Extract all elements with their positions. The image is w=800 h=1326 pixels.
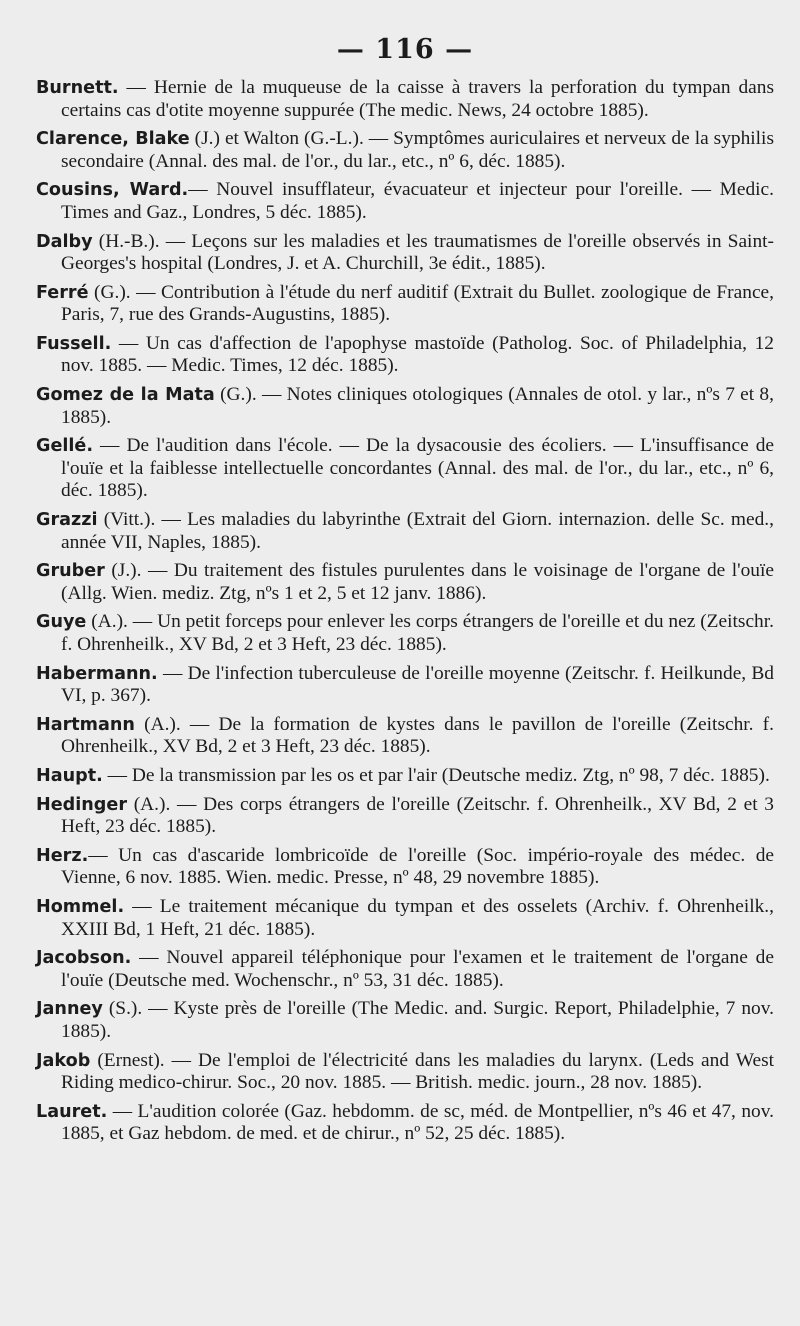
entry-author: Haupt.: [36, 765, 103, 786]
entry-author: Gomez de la Mata: [36, 385, 215, 406]
entry-author: Dalby: [36, 231, 93, 252]
entry-author: Jakob: [36, 1050, 91, 1071]
bibliography-entry: [36, 794, 774, 839]
entry-author: Hartmann: [36, 714, 135, 735]
bibliography-entry: [36, 896, 774, 941]
bibliography-entry: [36, 714, 774, 759]
entry-author: Herz.: [36, 845, 89, 866]
entry-author: Burnett.: [36, 78, 119, 98]
entry-text: — Un cas d'affection de l'apophyse mastoïde (Patholog. Soc. of Philadelphia, 12 nov. 1885. — Medic. Times, 12 déc. 1885).: [61, 332, 774, 377]
bibliography-entry: [36, 77, 774, 122]
entry-text: (J.) et Walton (G.-L.). — Symptômes auriculaires et nerveux de la syphilis secondaire (Annal. des mal. de l'or., du lar., etc., nº 6, déc. 1885).: [61, 128, 774, 172]
entry-author: Ferré: [36, 282, 89, 303]
entry-author: Habermann.: [36, 663, 158, 684]
entry-text: (S.). — Kyste près de l'oreille (The Medic. and. Surgic. Report, Philadelphie, 7 nov. 1885).: [61, 998, 774, 1042]
entry-author: Hedinger: [36, 794, 128, 815]
entry-text: — L'audition colorée (Gaz. hebdomm. de sc, méd. de Montpellier, nºs 46 et 47, nov. 1885, et Gaz hebdom. de med. et de chirur., nº 52, 25 déc. 1885).: [61, 1100, 774, 1145]
bibliography-entry: [36, 1050, 774, 1095]
bibliography-entry: [36, 509, 774, 554]
bibliography-entry: [36, 663, 774, 708]
bibliography-entry: [36, 611, 774, 656]
bibliography-entry: [36, 128, 774, 173]
bibliography-entry: [36, 765, 774, 788]
entry-text: — De la transmission par les os et par l'air (Deutsche mediz. Ztg, nº 98, 7 déc. 1885).: [102, 764, 770, 786]
entry-text: — Le traitement mécanique du tympan et des osselets (Archiv. f. Ohrenheilk., XXIII Bd, 1 Heft, 21 déc. 1885).: [61, 896, 774, 940]
entry-author: Lauret.: [36, 1101, 108, 1122]
bibliography-entry: [36, 179, 774, 224]
entry-author: Cousins, Ward.: [36, 180, 189, 201]
bibliography-entry: [36, 435, 774, 503]
bibliography-entry: [36, 998, 774, 1043]
bibliography-entry: [36, 845, 774, 890]
bibliography-list: [36, 77, 774, 1146]
entry-text: (Ernest). — De l'emploi de l'électricité dans les maladies du larynx. (Leds and West Riding medico-chirur. Soc., 20 nov. 1885. — British. medic. journ., 28 nov. 1885).: [61, 1049, 774, 1094]
entry-author: Janney: [36, 999, 103, 1020]
entry-author: Hommel.: [36, 897, 125, 917]
entry-author: Gellé.: [36, 436, 94, 457]
entry-text: — Nouvel appareil téléphonique pour l'examen et le traitement de l'organe de l'ouïe (Deutsche med. Wochenschr., nº 53, 31 déc. 1885).: [61, 947, 774, 991]
entry-text: — De l'infection tuberculeuse de l'oreille moyenne (Zeitschr. f. Heilkunde, Bd VI, p. 367).: [61, 662, 774, 707]
bibliography-entry: [36, 333, 774, 378]
entry-text: (H.-B.). — Leçons sur les maladies et les traumatismes de l'oreille observés in Saint-Georges's hospital (Londres, J. et A. Churchill, 3e édit., 1885).: [61, 230, 774, 275]
entry-text: — De l'audition dans l'école. — De la dysacousie des écoliers. — L'insuffisance de l'ouïe et la faiblesse intellectuelle concordantes (Annal. des mal. de l'or., du lar., etc., nº 6, déc. 1885).: [61, 435, 774, 502]
entry-text: (J.). — Du traitement des fistules purulentes dans le voisinage de l'organe de l'ouïe (Allg. Wien. mediz. Ztg, nºs 1 et 2, 5 et 12 janv. 1886).: [61, 560, 774, 604]
entry-text: (Vitt.). — Les maladies du labyrinthe (Extrait del Giorn. internazion. delle Sc. med., année VII, Naples, 1885).: [61, 509, 774, 553]
bibliography-entry: [36, 1101, 774, 1146]
entry-author: Jacobson.: [36, 948, 132, 969]
entry-text: (G.). — Contribution à l'étude du nerf auditif (Extrait du Bullet. zoologique de France, Paris, 7, rue des Grands-Augustins, 1885).: [61, 281, 774, 326]
entry-author: Guye: [36, 612, 87, 633]
entry-author: Gruber: [36, 561, 105, 582]
entry-text: (A.). — Des corps étrangers de l'oreille (Zeitschr. f. Ohrenheilk., XV Bd, 2 et 3 Heft, 23 déc. 1885).: [61, 793, 774, 838]
bibliography-entry: [36, 231, 774, 276]
entry-text: — Un cas d'ascaride lombricoïde de l'oreille (Soc. império-royale des médec. de Vienne, 6 nov. 1885. Wien. medic. Presse, nº 48, 29 novembre 1885).: [61, 844, 774, 889]
entry-text: — Hernie de la muqueuse de la caisse à travers la perforation du tympan dans certains cas d'otite moyenne suppurée (The medic. News, 24 octobre 1885).: [61, 77, 774, 121]
bibliography-entry: [36, 560, 774, 605]
entry-author: Fussell.: [36, 333, 112, 354]
bibliography-entry: [36, 282, 774, 327]
entry-text: (G.). — Notes cliniques otologiques (Annales de otol. y lar., nºs 7 et 8, 1885).: [61, 384, 774, 428]
bibliography-entry: [36, 947, 774, 992]
entry-text: — Nouvel insufflateur, évacuateur et injecteur pour l'oreille. — Medic. Times and Gaz., Londres, 5 déc. 1885).: [61, 179, 774, 223]
entry-author: Grazzi: [36, 510, 98, 530]
entry-text: (A.). — Un petit forceps pour enlever les corps étrangers de l'oreille et du nez (Zeitschr. f. Ohrenheilk., XV Bd, 2 et 3 Heft, 23 déc. 1885).: [61, 611, 774, 655]
bibliography-entry: [36, 384, 774, 429]
entry-author: Clarence, Blake: [36, 129, 190, 150]
entry-text: (A.). — De la formation de kystes dans le pavillon de l'oreille (Zeitschr. f. Ohrenheilk., XV Bd, 2 et 3 Heft, 23 déc. 1885).: [61, 713, 774, 758]
page-number: — 116 —: [336, 34, 474, 65]
